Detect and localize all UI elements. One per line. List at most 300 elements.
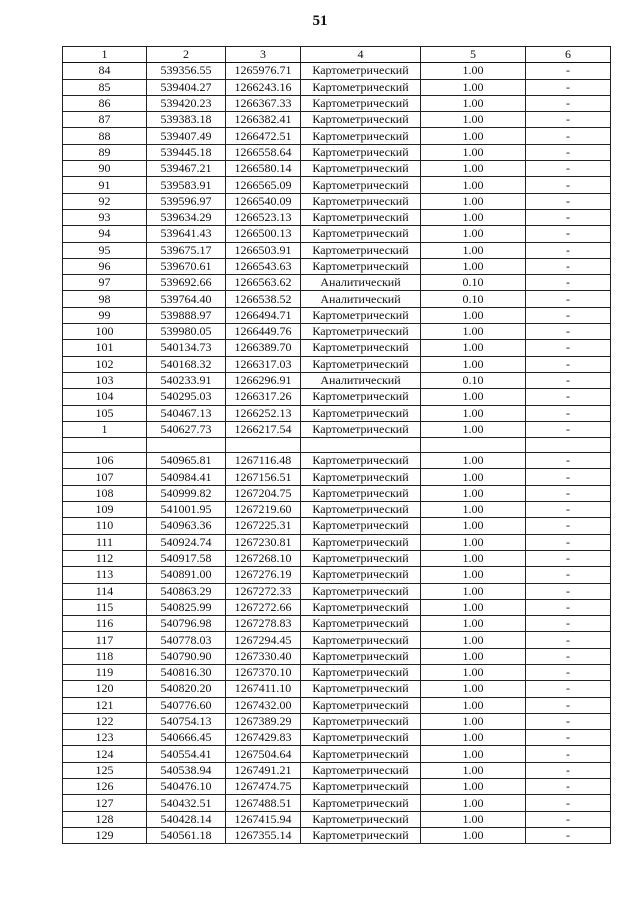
table-cell: - bbox=[526, 632, 611, 648]
table-row bbox=[63, 779, 611, 795]
table-cell: 540891.00 bbox=[147, 567, 226, 583]
table-cell: - bbox=[526, 79, 611, 95]
table-cell: - bbox=[526, 226, 611, 242]
table-row bbox=[63, 762, 611, 778]
table-cell: Картометрический bbox=[301, 697, 421, 713]
table-cell: 1266543.63 bbox=[226, 258, 301, 274]
table-cell: 1266317.26 bbox=[226, 389, 301, 405]
table-cell: 540924.74 bbox=[147, 534, 226, 550]
table-row bbox=[63, 567, 611, 583]
table-row bbox=[63, 340, 611, 356]
table-cell: 89 bbox=[63, 144, 147, 160]
table-cell: 1.00 bbox=[421, 713, 526, 729]
table-cell: 119 bbox=[63, 664, 147, 680]
table-cell: Картометрический bbox=[301, 226, 421, 242]
table-cell: 86 bbox=[63, 95, 147, 111]
coordinates-table bbox=[62, 46, 611, 844]
table-row bbox=[63, 453, 611, 469]
table-cell: 96 bbox=[63, 258, 147, 274]
table-cell: - bbox=[526, 485, 611, 501]
table-row bbox=[63, 161, 611, 177]
table-cell: 1.00 bbox=[421, 664, 526, 680]
table-cell: 1.00 bbox=[421, 63, 526, 79]
table-cell: - bbox=[526, 534, 611, 550]
table-cell: - bbox=[526, 242, 611, 258]
table-cell: 1.00 bbox=[421, 827, 526, 843]
table-cell: 539675.17 bbox=[147, 242, 226, 258]
table-cell: 539407.49 bbox=[147, 128, 226, 144]
table-cell: 115 bbox=[63, 599, 147, 615]
table-cell: - bbox=[526, 209, 611, 225]
table-row bbox=[63, 79, 611, 95]
table-cell: Картометрический bbox=[301, 193, 421, 209]
table-cell: 90 bbox=[63, 161, 147, 177]
table-cell: 117 bbox=[63, 632, 147, 648]
table-cell: 1266523.13 bbox=[226, 209, 301, 225]
table-cell: Картометрический bbox=[301, 746, 421, 762]
table-cell: 540754.13 bbox=[147, 713, 226, 729]
table-row bbox=[63, 356, 611, 372]
table-cell: - bbox=[526, 177, 611, 193]
table-cell: - bbox=[526, 827, 611, 843]
table-cell: - bbox=[526, 664, 611, 680]
table-cell: 1.00 bbox=[421, 405, 526, 421]
table-row bbox=[63, 389, 611, 405]
table-cell: 104 bbox=[63, 389, 147, 405]
table-cell: 0.10 bbox=[421, 372, 526, 388]
table-cell: Картометрический bbox=[301, 421, 421, 437]
table-cell: 1266500.13 bbox=[226, 226, 301, 242]
table-cell: Картометрический bbox=[301, 258, 421, 274]
table-cell: 1267488.51 bbox=[226, 795, 301, 811]
table-row bbox=[63, 697, 611, 713]
table-cell: 98 bbox=[63, 291, 147, 307]
table-cell: 1.00 bbox=[421, 356, 526, 372]
table-cell: 540825.99 bbox=[147, 599, 226, 615]
table-cell bbox=[301, 438, 421, 453]
table-cell: 107 bbox=[63, 469, 147, 485]
table-cell: 1.00 bbox=[421, 534, 526, 550]
table-cell: Картометрический bbox=[301, 713, 421, 729]
table-cell: - bbox=[526, 502, 611, 518]
table-cell: 539467.21 bbox=[147, 161, 226, 177]
table-cell: 540963.36 bbox=[147, 518, 226, 534]
table-cell: 1266217.54 bbox=[226, 421, 301, 437]
table-row bbox=[63, 713, 611, 729]
table-cell: 539634.29 bbox=[147, 209, 226, 225]
table-row bbox=[63, 632, 611, 648]
table-cell: - bbox=[526, 616, 611, 632]
table-cell: 1267225.31 bbox=[226, 518, 301, 534]
table-cell: Картометрический bbox=[301, 827, 421, 843]
table-cell: - bbox=[526, 63, 611, 79]
table-cell bbox=[226, 438, 301, 453]
table-cell: - bbox=[526, 811, 611, 827]
table-cell: 1.00 bbox=[421, 421, 526, 437]
table-cell: Картометрический bbox=[301, 79, 421, 95]
table-cell: Картометрический bbox=[301, 811, 421, 827]
table-row bbox=[63, 144, 611, 160]
table-cell: 1.00 bbox=[421, 762, 526, 778]
table-cell: 1266389.70 bbox=[226, 340, 301, 356]
table-cell: 123 bbox=[63, 730, 147, 746]
table-cell: - bbox=[526, 95, 611, 111]
table-cell: 540233.91 bbox=[147, 372, 226, 388]
table-cell: 1.00 bbox=[421, 648, 526, 664]
table-cell: Картометрический bbox=[301, 795, 421, 811]
table-cell bbox=[421, 438, 526, 453]
table-cell: 125 bbox=[63, 762, 147, 778]
table-cell: - bbox=[526, 681, 611, 697]
table-cell: 540538.94 bbox=[147, 762, 226, 778]
table-cell: 1.00 bbox=[421, 177, 526, 193]
table-cell: 1 bbox=[63, 421, 147, 437]
table-cell: 1267415.94 bbox=[226, 811, 301, 827]
table-cell: Картометрический bbox=[301, 161, 421, 177]
table-cell: - bbox=[526, 697, 611, 713]
table-cell: Картометрический bbox=[301, 95, 421, 111]
table-row bbox=[63, 616, 611, 632]
table-cell: 540467.13 bbox=[147, 405, 226, 421]
table-cell: 1.00 bbox=[421, 128, 526, 144]
table-cell: 1.00 bbox=[421, 193, 526, 209]
table-cell: 1.00 bbox=[421, 242, 526, 258]
table-cell: Картометрический bbox=[301, 63, 421, 79]
table-cell: 106 bbox=[63, 453, 147, 469]
table-cell: Аналитический bbox=[301, 291, 421, 307]
table-cell: - bbox=[526, 340, 611, 356]
column-header: 3 bbox=[226, 47, 301, 63]
table-cell: Картометрический bbox=[301, 307, 421, 323]
table-cell: 1267272.33 bbox=[226, 583, 301, 599]
table-cell: - bbox=[526, 161, 611, 177]
table-cell: 1267156.51 bbox=[226, 469, 301, 485]
table-cell: 1267294.45 bbox=[226, 632, 301, 648]
table-cell: 101 bbox=[63, 340, 147, 356]
table-cell: Картометрический bbox=[301, 534, 421, 550]
table-cell: 1.00 bbox=[421, 79, 526, 95]
table-row bbox=[63, 291, 611, 307]
table-cell: Картометрический bbox=[301, 485, 421, 501]
column-header: 1 bbox=[63, 47, 147, 63]
table-cell: 1267204.75 bbox=[226, 485, 301, 501]
table-cell: Картометрический bbox=[301, 779, 421, 795]
table-row bbox=[63, 128, 611, 144]
table-cell: - bbox=[526, 550, 611, 566]
table-cell: 1.00 bbox=[421, 599, 526, 615]
table-cell: 1266494.71 bbox=[226, 307, 301, 323]
table-row bbox=[63, 324, 611, 340]
table-cell: Картометрический bbox=[301, 550, 421, 566]
table-cell: 1267272.66 bbox=[226, 599, 301, 615]
table-cell: - bbox=[526, 583, 611, 599]
table-cell: 540917.58 bbox=[147, 550, 226, 566]
table-cell: 1266565.09 bbox=[226, 177, 301, 193]
table-row bbox=[63, 193, 611, 209]
table-cell: 1266382.41 bbox=[226, 112, 301, 128]
table-cell: 1.00 bbox=[421, 567, 526, 583]
table-cell: - bbox=[526, 193, 611, 209]
table-cell: 1.00 bbox=[421, 550, 526, 566]
table-cell: - bbox=[526, 730, 611, 746]
table-cell: - bbox=[526, 128, 611, 144]
table-cell: 1.00 bbox=[421, 144, 526, 160]
table-cell: - bbox=[526, 112, 611, 128]
table-cell: 1.00 bbox=[421, 616, 526, 632]
table-cell: - bbox=[526, 469, 611, 485]
table-cell: 540428.14 bbox=[147, 811, 226, 827]
table-row bbox=[63, 63, 611, 79]
table-cell: Картометрический bbox=[301, 340, 421, 356]
table-cell: 540666.45 bbox=[147, 730, 226, 746]
table-cell: 1267370.10 bbox=[226, 664, 301, 680]
table-row bbox=[63, 438, 611, 453]
table-cell: 1.00 bbox=[421, 469, 526, 485]
table-cell: 94 bbox=[63, 226, 147, 242]
table-cell: 102 bbox=[63, 356, 147, 372]
table-row bbox=[63, 177, 611, 193]
table-cell: 1.00 bbox=[421, 779, 526, 795]
table-cell: 540134.73 bbox=[147, 340, 226, 356]
table-cell: 1267429.83 bbox=[226, 730, 301, 746]
table-row bbox=[63, 307, 611, 323]
table-cell: 1.00 bbox=[421, 811, 526, 827]
table-cell: 84 bbox=[63, 63, 147, 79]
table-cell: 85 bbox=[63, 79, 147, 95]
table-cell: 1267268.10 bbox=[226, 550, 301, 566]
table-cell: Картометрический bbox=[301, 648, 421, 664]
table-cell: Картометрический bbox=[301, 664, 421, 680]
table-cell: 540778.03 bbox=[147, 632, 226, 648]
table-cell: 1.00 bbox=[421, 681, 526, 697]
table-cell: 1.00 bbox=[421, 746, 526, 762]
table-cell: 1.00 bbox=[421, 730, 526, 746]
table-cell: 1267411.10 bbox=[226, 681, 301, 697]
table-cell: - bbox=[526, 372, 611, 388]
table-row bbox=[63, 275, 611, 291]
table-cell: Картометрический bbox=[301, 518, 421, 534]
table-cell: 0.10 bbox=[421, 275, 526, 291]
table-cell: - bbox=[526, 405, 611, 421]
table-body bbox=[63, 63, 611, 844]
table-cell: Картометрический bbox=[301, 324, 421, 340]
table-cell: 128 bbox=[63, 811, 147, 827]
table-cell: Аналитический bbox=[301, 372, 421, 388]
table-cell: 129 bbox=[63, 827, 147, 843]
table-cell: 540432.51 bbox=[147, 795, 226, 811]
table-cell: Картометрический bbox=[301, 356, 421, 372]
table-cell: - bbox=[526, 356, 611, 372]
table-cell: 1266296.91 bbox=[226, 372, 301, 388]
table-cell: 88 bbox=[63, 128, 147, 144]
table-cell: - bbox=[526, 648, 611, 664]
table-cell: 540965.81 bbox=[147, 453, 226, 469]
table-cell: 539980.05 bbox=[147, 324, 226, 340]
table-cell: 540999.82 bbox=[147, 485, 226, 501]
table-cell: Картометрический bbox=[301, 599, 421, 615]
table-row bbox=[63, 502, 611, 518]
table-cell: 540863.29 bbox=[147, 583, 226, 599]
table-cell: 1.00 bbox=[421, 453, 526, 469]
table-cell: Картометрический bbox=[301, 128, 421, 144]
table-cell: 1266580.14 bbox=[226, 161, 301, 177]
table-cell: 1267330.40 bbox=[226, 648, 301, 664]
table-cell: 97 bbox=[63, 275, 147, 291]
table-row bbox=[63, 550, 611, 566]
table-cell bbox=[147, 438, 226, 453]
table-cell: 1.00 bbox=[421, 307, 526, 323]
table-cell: 1267389.29 bbox=[226, 713, 301, 729]
table-cell: 116 bbox=[63, 616, 147, 632]
table-cell: - bbox=[526, 779, 611, 795]
table-cell: - bbox=[526, 275, 611, 291]
table-cell: 1266449.76 bbox=[226, 324, 301, 340]
table-cell: 1.00 bbox=[421, 258, 526, 274]
table-cell: 539356.55 bbox=[147, 63, 226, 79]
table-cell: 1266538.52 bbox=[226, 291, 301, 307]
table-cell: 112 bbox=[63, 550, 147, 566]
table-cell: 1267355.14 bbox=[226, 827, 301, 843]
table-cell: Картометрический bbox=[301, 144, 421, 160]
table-cell: 1267278.83 bbox=[226, 616, 301, 632]
table-cell: 539420.23 bbox=[147, 95, 226, 111]
table-cell: 1267276.19 bbox=[226, 567, 301, 583]
table-cell: - bbox=[526, 144, 611, 160]
table-row bbox=[63, 746, 611, 762]
table-cell: - bbox=[526, 762, 611, 778]
table-cell: 100 bbox=[63, 324, 147, 340]
table-cell: 1.00 bbox=[421, 632, 526, 648]
table-cell: 1.00 bbox=[421, 112, 526, 128]
table-cell: Аналитический bbox=[301, 275, 421, 291]
table-cell: - bbox=[526, 518, 611, 534]
table-row bbox=[63, 405, 611, 421]
table-cell: 539888.97 bbox=[147, 307, 226, 323]
table-cell: 1.00 bbox=[421, 226, 526, 242]
table-cell: 539764.40 bbox=[147, 291, 226, 307]
table-row bbox=[63, 258, 611, 274]
table-cell: 1267491.21 bbox=[226, 762, 301, 778]
table-cell: 124 bbox=[63, 746, 147, 762]
table-row bbox=[63, 209, 611, 225]
table-cell: 114 bbox=[63, 583, 147, 599]
table-cell: 1.00 bbox=[421, 209, 526, 225]
table-cell: 540816.30 bbox=[147, 664, 226, 680]
table-cell: 92 bbox=[63, 193, 147, 209]
table-cell: 540984.41 bbox=[147, 469, 226, 485]
table-row bbox=[63, 485, 611, 501]
table-cell: Картометрический bbox=[301, 567, 421, 583]
table-cell: 91 bbox=[63, 177, 147, 193]
table-cell: Картометрический bbox=[301, 502, 421, 518]
table-cell: - bbox=[526, 746, 611, 762]
table-cell: 539445.18 bbox=[147, 144, 226, 160]
table-cell: 540776.60 bbox=[147, 697, 226, 713]
table-cell: - bbox=[526, 389, 611, 405]
table-cell: 1.00 bbox=[421, 161, 526, 177]
table-cell: 111 bbox=[63, 534, 147, 550]
table-cell: Картометрический bbox=[301, 405, 421, 421]
table-cell: 540820.20 bbox=[147, 681, 226, 697]
table-row bbox=[63, 95, 611, 111]
table-cell: 1266540.09 bbox=[226, 193, 301, 209]
table-cell: 1265976.71 bbox=[226, 63, 301, 79]
table-cell: 539583.91 bbox=[147, 177, 226, 193]
table-row bbox=[63, 648, 611, 664]
table-cell: Картометрический bbox=[301, 583, 421, 599]
table-cell: 1.00 bbox=[421, 485, 526, 501]
table-cell: - bbox=[526, 567, 611, 583]
table-row bbox=[63, 518, 611, 534]
table-cell: 1267474.75 bbox=[226, 779, 301, 795]
table-row bbox=[63, 795, 611, 811]
column-header: 6 bbox=[526, 47, 611, 63]
table-cell: 1267432.00 bbox=[226, 697, 301, 713]
table-cell: Картометрический bbox=[301, 469, 421, 485]
table-cell: 1266243.16 bbox=[226, 79, 301, 95]
table-cell: 540627.73 bbox=[147, 421, 226, 437]
table-cell: 1266472.51 bbox=[226, 128, 301, 144]
table-cell: 1.00 bbox=[421, 583, 526, 599]
table-cell: - bbox=[526, 713, 611, 729]
table-cell: 1.00 bbox=[421, 518, 526, 534]
table-cell: 93 bbox=[63, 209, 147, 225]
table-cell: 539404.27 bbox=[147, 79, 226, 95]
table-cell: 113 bbox=[63, 567, 147, 583]
table-cell: - bbox=[526, 421, 611, 437]
table-row bbox=[63, 112, 611, 128]
table-cell: Картометрический bbox=[301, 389, 421, 405]
table-cell: 1267230.81 bbox=[226, 534, 301, 550]
table-row bbox=[63, 226, 611, 242]
table-cell: 127 bbox=[63, 795, 147, 811]
table-cell: Картометрический bbox=[301, 453, 421, 469]
table-row bbox=[63, 811, 611, 827]
table-cell bbox=[526, 438, 611, 453]
table-cell: 1.00 bbox=[421, 340, 526, 356]
table-cell: 118 bbox=[63, 648, 147, 664]
table-cell: 1.00 bbox=[421, 324, 526, 340]
table-cell: 1266252.13 bbox=[226, 405, 301, 421]
table-cell: 1.00 bbox=[421, 95, 526, 111]
table-row bbox=[63, 583, 611, 599]
table-cell bbox=[63, 438, 147, 453]
table-cell: Картометрический bbox=[301, 616, 421, 632]
table-cell: 1.00 bbox=[421, 697, 526, 713]
table-cell: 539692.66 bbox=[147, 275, 226, 291]
table-row bbox=[63, 469, 611, 485]
column-header: 2 bbox=[147, 47, 226, 63]
table-cell: 1.00 bbox=[421, 389, 526, 405]
table-cell: 126 bbox=[63, 779, 147, 795]
table-cell: 1266563.62 bbox=[226, 275, 301, 291]
table-cell: Картометрический bbox=[301, 112, 421, 128]
table-cell: 1267504.64 bbox=[226, 746, 301, 762]
table-cell: 95 bbox=[63, 242, 147, 258]
table-cell: 87 bbox=[63, 112, 147, 128]
table-cell: 99 bbox=[63, 307, 147, 323]
table-cell: 540554.41 bbox=[147, 746, 226, 762]
table-cell: 541001.95 bbox=[147, 502, 226, 518]
table-row bbox=[63, 534, 611, 550]
table-cell: 540561.18 bbox=[147, 827, 226, 843]
table-cell: - bbox=[526, 453, 611, 469]
table-cell: 122 bbox=[63, 713, 147, 729]
table-cell: - bbox=[526, 795, 611, 811]
table-cell: 540476.10 bbox=[147, 779, 226, 795]
table-cell: 540796.98 bbox=[147, 616, 226, 632]
table-cell: Картометрический bbox=[301, 681, 421, 697]
